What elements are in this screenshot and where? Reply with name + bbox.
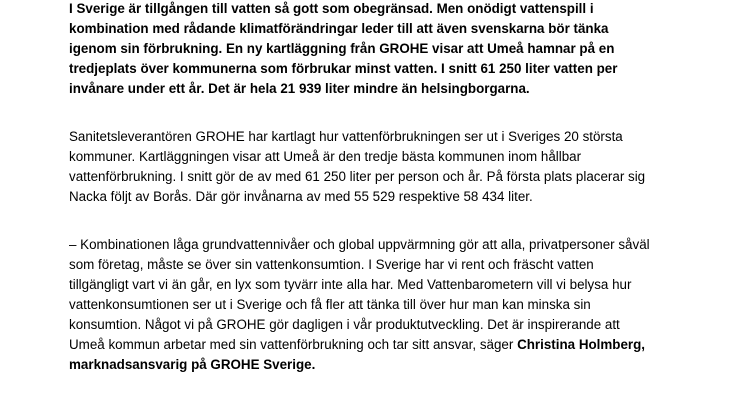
quote-line: vattenkonsumtionen ser ut i Sverige och få fler att tänka till över hur man kan minska sin xyxy=(69,297,591,312)
quote-line-text: Umeå kommun arbetar med sin vattenförbrukning och tar sitt ansvar, säger xyxy=(69,337,518,352)
quote-speaker-name: Christina Holmberg, xyxy=(517,337,646,352)
lead-line: tredjeplats över kommunerna som förbrukar minst vatten. I snitt 61 250 liter vatten per xyxy=(69,61,618,76)
lead-line: igenom sin förbrukning. En ny kartläggning från GROHE visar att Umeå hamnar på en xyxy=(69,41,615,56)
lead-line: invånare under ett år. Det är hela 21 939 liter mindre än helsingborgarna. xyxy=(69,81,530,96)
body-line: kommuner. Kartläggningen visar att Umeå är den tredje bästa kommunen inom hållbar xyxy=(69,149,582,164)
quote-speaker-title: marknadsansvarig på GROHE Sverige. xyxy=(69,357,316,372)
body-line: Sanitetsleverantören GROHE har kartlagt hur vattenförbrukningen ser ut i Sveriges 20 största xyxy=(69,129,623,144)
body-line: Nacka följt av Borås. Där gör invånarna av med 55 529 respektive 58 434 liter. xyxy=(69,189,533,204)
quote-line: som företag, måste se över sin vattenkonsumtion. I Sverige har vi rent och fräscht vatten xyxy=(69,257,594,272)
body-line: vattenförbrukning. I snitt gör de av med 61 250 liter per person och år. På första plats placerar sig xyxy=(69,169,646,184)
quote-line: – Kombinationen låga grundvattennivåer och global uppvärmning gör att alla, privatpersoner såväl xyxy=(69,237,650,252)
quote-line-with-speaker xyxy=(69,337,645,353)
lead-line: kombination med rådande klimatförändringar leder till att även svenskarna bör tänka xyxy=(69,21,609,36)
quote-line: konsumtion. Något vi på GROHE gör dagligen i vår produktutveckling. Det är inspirerande att xyxy=(69,317,620,332)
lead-line: I Sverige är tillgången till vatten så gott som obegränsad. Men onödigt vattenspill i xyxy=(69,1,594,16)
quote-line: tillgängligt vart vi än går, en lyx som tyvärr inte alla har. Med Vattenbarometern vill vi belysa hur xyxy=(69,277,632,292)
